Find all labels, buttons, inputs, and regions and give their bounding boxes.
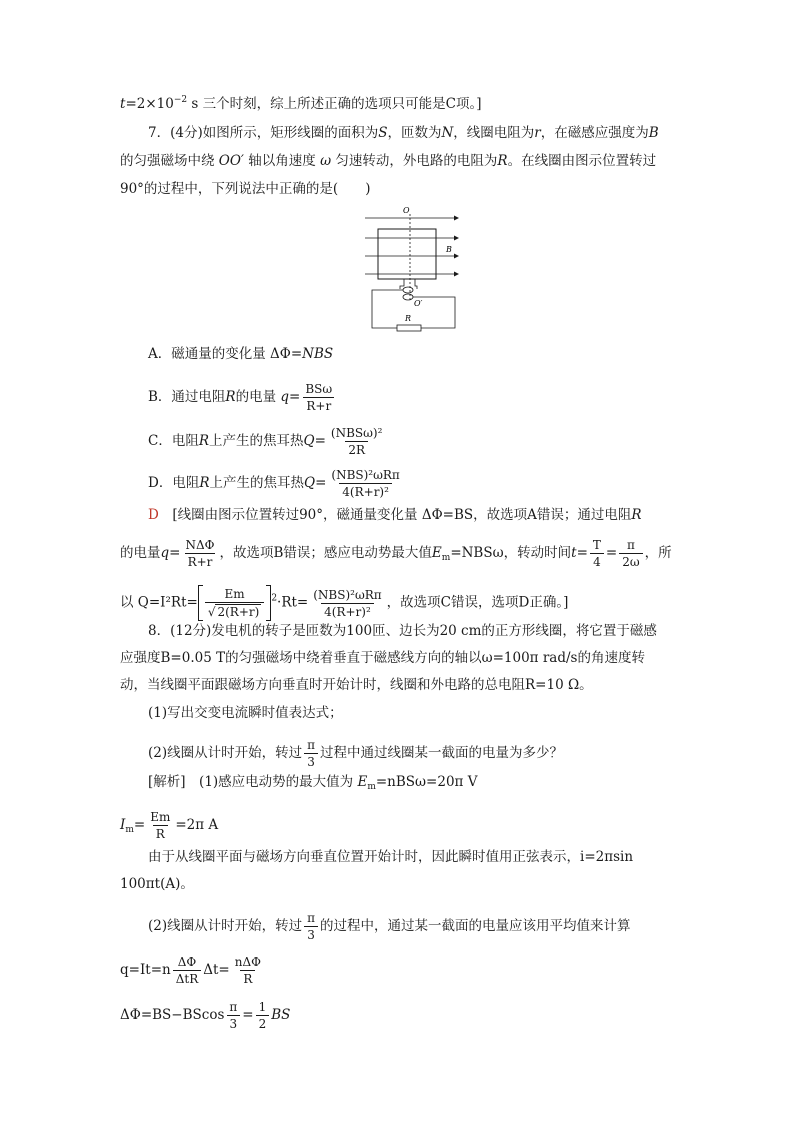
q7-stem-line1: 7．(4分)如图所示，矩形线圈的面积为S，匝数为N，线圈电阻为r，在磁感应强度为B xyxy=(148,125,659,141)
slip-ring xyxy=(403,294,413,300)
q8-solution-line1: [解析] (1)感应电动势的最大值为 $E_m=nBS\omega=20\pi$ V xyxy=(148,774,478,792)
q8-subquestion-1: (1)写出交变电流瞬时值表达式； xyxy=(148,705,343,721)
field-arrow xyxy=(454,236,459,241)
q8-solution-line6: q=It=n $\frac{\Delta\Phi}{\text{ΔtR}}$ Δt= $\frac{\text{nΔΦ}}{R}$ xyxy=(120,955,261,986)
q8-solution-line4: 100πt(A)。 xyxy=(120,876,194,892)
q8-solution-line3: 由于从线圈平面与磁场方向垂直位置开始计时，因此瞬时值用正弦表示，i=2πsin xyxy=(148,849,634,865)
q8-solution-line5: (2)线圈从计时开始，转过 $\frac{\pi}{3}$ 的过程中，通过某一截面的电量应该用平均值来计算 xyxy=(148,911,631,942)
q7-option-c[interactable]: C．电阻R上产生的焦耳热Q= $\frac{\text{(NBSω)²}}{2R}$ xyxy=(148,426,383,457)
q7-option-b[interactable]: B．通过电阻R的电量 q= $\frac{\text{BSω}}{R+r}$ xyxy=(148,382,333,413)
q7-stem-line3: 90°的过程中，下列说法中正确的是( ) xyxy=(120,181,371,197)
coil-lead xyxy=(400,279,404,289)
label-R: R xyxy=(405,314,412,323)
q7-explanation-line1: D [线圈由图示位置转过90°，磁通量变化量 ΔΦ=BS，故选项A错误；通过电阻R xyxy=(148,507,642,523)
prev-answer-tail: $t=2\times 10^{-2}$ s 三个时刻，综上所述正确的选项只可能是C项。] xyxy=(120,95,482,112)
q8-stem-line1: 8．(12分)发电机的转子是匝数为100匝、边长为20 cm的正方形线圈，将它置于磁感 xyxy=(148,623,657,639)
slip-ring xyxy=(403,287,413,293)
resistor xyxy=(397,325,421,331)
label-B: B xyxy=(446,245,452,254)
q7-option-d[interactable]: D．电阻R上产生的焦耳热Q= $\frac{\text{(NBS)²ωRπ}}{\text{4(R+r)²}}$ xyxy=(148,468,400,499)
q8-subquestion-2: (2)线圈从计时开始，转过 $\frac{\pi}{3}$ 过程中通过线圈某一截面的电量为多少？ xyxy=(148,738,564,769)
coil-rect xyxy=(378,229,436,279)
q7-stem-line2: 的匀强磁场中绕 OO′ 轴以角速度 ω 匀速转动，外电路的电阻为R。在线圈由图示位置转过 xyxy=(120,153,657,169)
q8-solution-line7: ΔΦ=BS−BScos $\frac{\pi}{3}$ = $\frac{1}{2}$ BS xyxy=(120,1000,291,1031)
field-arrow xyxy=(454,272,459,277)
q7-explanation-line3: 以 Q=I²Rt= $\frac{Em}{√ 2(R+r)}$ $^2$·Rt= $\frac{\text{(NBS)²ωRπ}}{\text{4(R+r)²}}$ ，故选项C错误，选项D正确。] xyxy=(120,587,569,619)
q7-explanation-line2: 的电量q= $\frac{\text{NΔΦ}}{R+r}$ ，故选项B错误；感应电动势最大值$E_m=NBS\omega$，转动时间t= $\frac{T}{4}$ = $\frac{\pi}{2\omega}$ ，所 xyxy=(120,538,672,569)
q8-stem-line2: 应强度B=0.05 T的匀强磁场中绕着垂直于磁感线方向的轴以ω=100π rad/s的角速度转 xyxy=(120,650,645,666)
coil-in-magnetic-field-figure xyxy=(360,200,460,332)
external-wire xyxy=(372,290,403,328)
q8-stem-line3: 动，当线圈平面跟磁场方向垂直时开始计时，线圈和外电路的总电阻R=10 Ω。 xyxy=(120,677,593,693)
field-arrow xyxy=(454,216,459,221)
q8-solution-line2: $I_m=$ $\frac{Em}{R}$ =2π A xyxy=(120,810,219,841)
label-O-prime: O′ xyxy=(414,299,423,308)
field-arrow xyxy=(454,254,459,259)
q7-option-a[interactable]: A．磁通量的变化量 ΔΦ=NBS xyxy=(148,346,334,362)
q7-answer: D xyxy=(148,507,159,523)
coil-lead xyxy=(415,279,417,289)
label-O: O xyxy=(403,206,410,215)
solution-tag: [解析] xyxy=(148,774,186,790)
